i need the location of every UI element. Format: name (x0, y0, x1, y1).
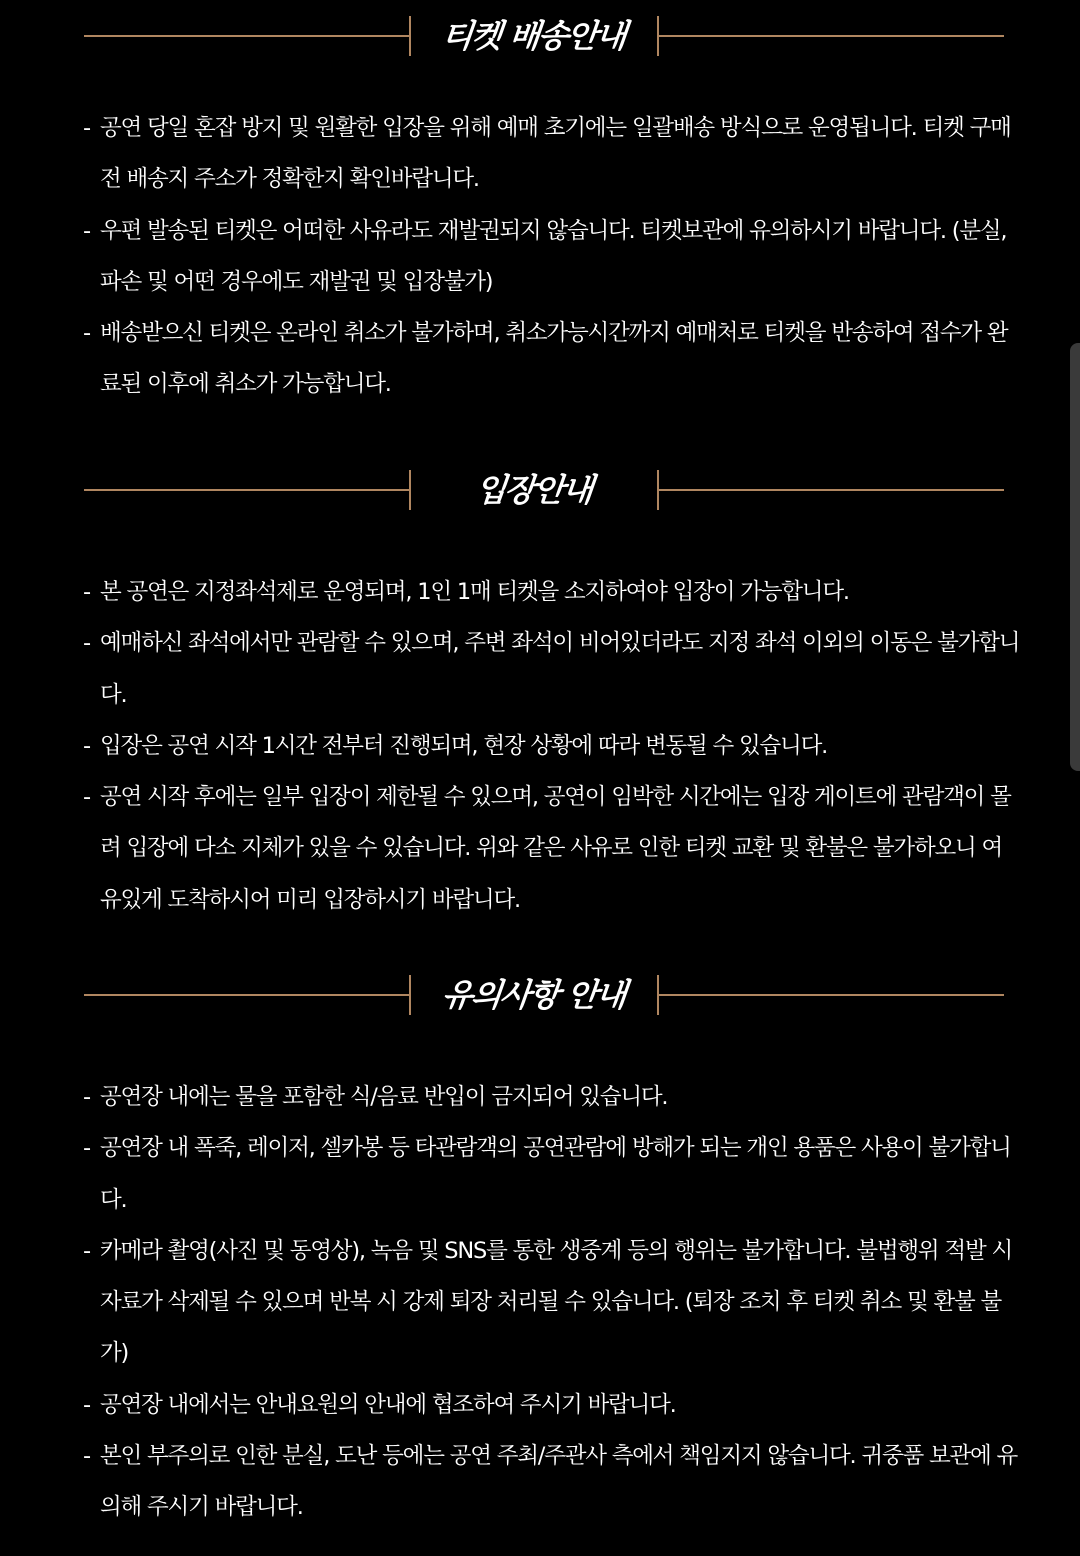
section-ticket-delivery (0, 16, 1080, 411)
section-admission (0, 470, 1080, 926)
list-item-text: 카메라 촬영(사진 및 동영상), 녹음 및 SNS를 통한 생중계 등의 행위는 불가합니다. 불법행위 적발 시 자료가 삭제될 수 있으며 반복 시 강제 퇴장 처리될 수 있습니다. (퇴장 조치 후 티켓 취소 및 환불 불가) (100, 1237, 1012, 1367)
divider-line (84, 489, 410, 491)
divider-line (658, 489, 1004, 491)
bullet-dash: - (83, 579, 90, 605)
list-item (0, 721, 1020, 772)
bullet-dash: - (83, 732, 90, 759)
list-item-text: 공연장 내에서는 안내요원의 안내에 협조하여 주시기 바랍니다. (100, 1391, 676, 1418)
notice-list (0, 567, 1080, 926)
section-title: 입장안내 (473, 471, 594, 509)
list-item-text: 공연장 내 폭죽, 레이저, 셀카봉 등 타관람객의 공연관람에 방해가 되는 개인 용품은 사용이 불가합니다. (100, 1135, 1011, 1213)
section-header (0, 470, 1080, 510)
list-item-text: 배송받으신 티켓은 온라인 취소가 불가하며, 취소가능시간까지 예매처로 티켓을 반송하여 접수가 완료된 이후에 취소가 가능합니다. (100, 320, 1008, 398)
list-item-text: 공연 시작 후에는 일부 입장이 제한될 수 있으며, 공연이 임박한 시간에는 입장 게이트에 관람객이 몰려 입장에 다소 지체가 있을 수 있습니다. 위와 같은 사유로 인한 티켓 교환 및 환불은 불가하오니 여유있게 도착하시어 미리 입장하시기 바랍니다. (100, 784, 1011, 913)
list-item (0, 1380, 1020, 1431)
list-item-text: 공연장 내에는 물을 포함한 식/음료 반입이 금지되어 있습니다. (100, 1084, 668, 1110)
bullet-dash: - (83, 217, 90, 244)
list-item-text: 우편 발송된 티켓은 어떠한 사유라도 재발권되지 않습니다. 티켓보관에 유의하시기 바랍니다. (분실, 파손 및 어떤 경우에도 재발권 및 입장불가) (100, 217, 1007, 295)
scrollbar-thumb[interactable] (1070, 343, 1080, 771)
bullet-dash: - (83, 1237, 90, 1264)
list-item-text: 본 공연은 지정좌석제로 운영되며, 1인 1매 티켓을 소지하여야 입장이 가능합니다. (100, 579, 849, 605)
divider-line (84, 35, 410, 37)
list-item (0, 206, 1020, 309)
divider-line (84, 994, 410, 996)
list-item-text: 입장은 공연 시작 1시간 전부터 진행되며, 현장 상황에 따라 변동될 수 있습니다. (100, 732, 828, 759)
section-precautions (0, 975, 1080, 1534)
list-item (0, 1226, 1020, 1380)
bullet-dash: - (83, 1135, 90, 1162)
bullet-dash: - (83, 115, 90, 141)
notice-list (0, 1072, 1080, 1534)
bullet-dash: - (83, 630, 90, 657)
list-item (0, 1123, 1020, 1226)
divider-line (658, 994, 1004, 996)
bullet-dash: - (83, 1391, 90, 1418)
list-item (0, 772, 1020, 926)
list-item (0, 567, 1020, 618)
list-item (0, 1072, 1020, 1123)
section-title: 티켓 배송안내 (440, 17, 627, 55)
list-item-text: 예매하신 좌석에서만 관람할 수 있으며, 주변 좌석이 비어있더라도 지정 좌석 이외의 이동은 불가합니다. (100, 630, 1020, 708)
section-header (0, 16, 1080, 56)
list-item (0, 103, 1020, 206)
divider-line (658, 35, 1004, 37)
bullet-dash: - (83, 320, 90, 347)
list-item (0, 618, 1020, 721)
list-item-text: 공연 당일 혼잡 방지 및 원활한 입장을 위해 예매 초기에는 일괄배송 방식으로 운영됩니다. 티켓 구매 전 배송지 주소가 정확한지 확인바랍니다. (100, 115, 1011, 193)
bullet-dash: - (83, 1443, 90, 1470)
section-title: 유의사항 안내 (440, 976, 627, 1014)
bullet-dash: - (83, 784, 90, 811)
section-header (0, 975, 1080, 1015)
list-item (0, 1431, 1020, 1534)
list-item (0, 308, 1020, 411)
notice-list (0, 103, 1080, 411)
list-item-text: 본인 부주의로 인한 분실, 도난 등에는 공연 주최/주관사 측에서 책임지지 않습니다. 귀중품 보관에 유의해 주시기 바랍니다. (100, 1443, 1018, 1521)
bullet-dash: - (83, 1084, 90, 1110)
